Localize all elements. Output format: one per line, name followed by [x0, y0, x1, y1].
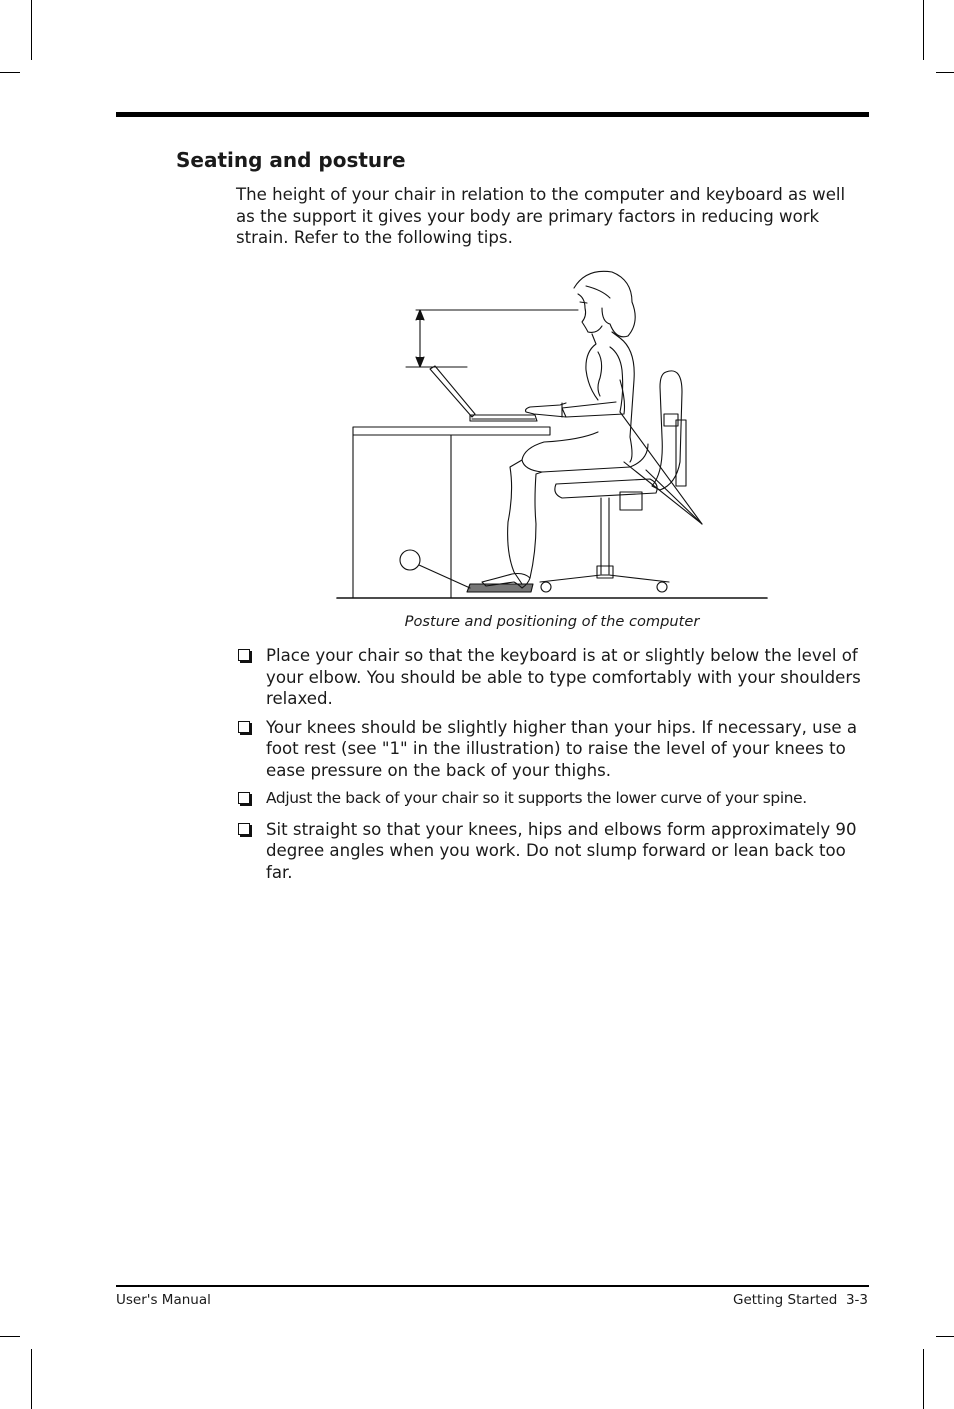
footer-page-number: Getting Started 3-3 [732, 1292, 868, 1308]
crop-mark [923, 0, 924, 60]
crop-mark [31, 1349, 32, 1409]
checkbox-bullet-icon [238, 823, 250, 835]
checkbox-bullet-icon [238, 649, 250, 661]
section-heading: Seating and posture [176, 148, 406, 172]
posture-illustration [330, 262, 780, 607]
list-item [236, 645, 868, 710]
list-item [236, 819, 868, 884]
checkbox-bullet-icon [238, 792, 250, 804]
tip-text: Sit straight so that your knees, hips and elbows form approximately 90 degree angles when you work. Do not slump forward or lean back too far. [266, 819, 857, 882]
tip-text: Your knees should be slightly higher than your hips. If necessary, use a foot rest (see "1" in the illustration) to raise the level of your knees to ease pressure on the back of your thighs. [266, 717, 857, 780]
intro-paragraph: The height of your chair in relation to the computer and keyboard as well as the support it gives your body are primary factors in reducing work strain. Refer to the following tips. [236, 185, 846, 247]
crop-mark [936, 72, 954, 73]
crop-mark [936, 1336, 954, 1337]
figure-caption: Posture and positioning of the computer [404, 613, 700, 630]
list-item [236, 717, 868, 782]
tip-text: Place your chair so that the keyboard is at or slightly below the level of your elbow. You should be able to type comfortably with your shoulders relaxed. [266, 646, 861, 708]
crop-mark [31, 0, 32, 60]
crop-mark [0, 72, 20, 73]
footer-rule [116, 1285, 869, 1287]
crop-mark [923, 1349, 924, 1409]
checkbox-bullet-icon [238, 721, 250, 733]
tip-text: Adjust the back of your chair so it supports the lower curve of your spine. [266, 789, 807, 807]
crop-mark [0, 1336, 20, 1337]
tips-list [236, 645, 868, 890]
header-rule [116, 112, 869, 117]
footer-manual-title: User's Manual [116, 1292, 211, 1308]
list-item [236, 788, 868, 810]
